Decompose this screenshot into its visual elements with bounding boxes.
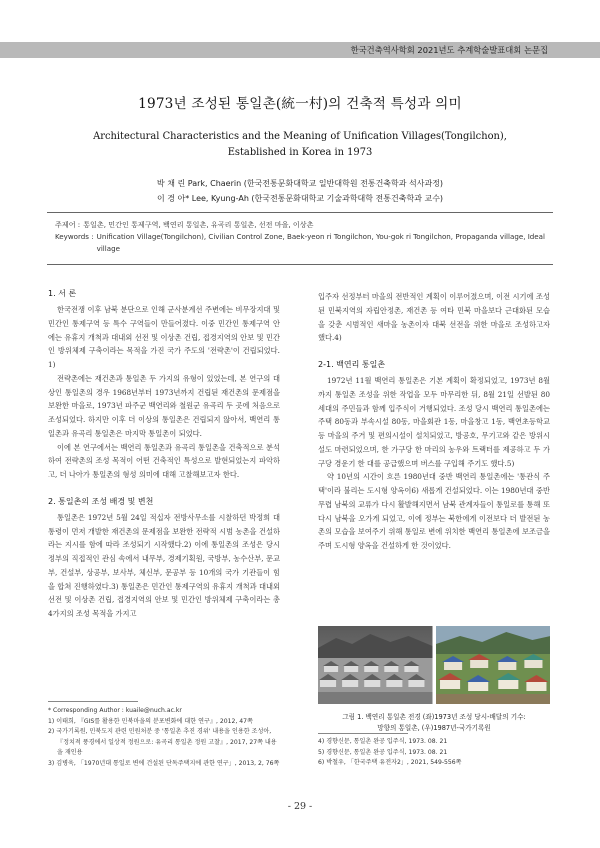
footnote-1: 1) 이태희, 『GIS를 활용한 민북마을의 분포변화에 대한 연구』, 2012, 47쪽 (48, 717, 253, 725)
section-1-heading: 1. 서 론 (48, 289, 77, 298)
figure-1 (318, 626, 550, 734)
conference-header-text: 한국건축역사학회 2021년도 추계학술발표대회 논문집 (350, 45, 548, 55)
keywords-block (55, 219, 550, 256)
title-korean: 1973년 조성된 통일촌(統一村)의 건축적 특성과 의미 (138, 96, 462, 112)
keywords-korean (55, 219, 550, 231)
footnote-2: 2) 국가기록원, 민북도지 관련 민원처분 중 '통일촌 추진 경위' 내용을 인용한 조성아, 『정치적 풍경에서 일상적 정원으로: 유곡리 통일촌 정원 고찰』, 2017, 27쪽 내용을 재인용 (48, 728, 277, 757)
footnote-5: 5) 경향신문, 통일촌 완공 입주식, 1973. 08. 21 (318, 748, 448, 756)
keywords-bottom-rule (47, 264, 553, 265)
section-2-1-paragraph-2: 약 10년의 시간이 흐른 1980년대 중반 백연리 통일촌에는 '통관식 주택'이라 불리는 도시형 양옥이6) 새롭게 건설되었다. 이는 1980년대 중반 무렵 남북의 교류가 다시 활발해지면서 남북 관계자들이 통일로를 통해 또다시 남북을 오가게 되었고, 이에 정부는 북한에게 이전보다 더 발전된 농촌의 모습을 보여주기 위해 통일로 변에 위치한 백연리 통일촌에 보조금을 주며 도시형 양옥을 건설하게 한 것이었다. (318, 472, 550, 550)
keywords-top-rule (47, 212, 553, 213)
keywords-korean-text: 통일촌, 민간인 통제구역, 백연리 통일촌, 유곡리 통일촌, 선전 마을, 이상촌 (83, 220, 314, 229)
footnotes-left (48, 706, 280, 770)
section-2-heading: 2. 통일촌의 조성 배경 및 변천 (48, 496, 154, 506)
author-list (0, 176, 600, 206)
author-2: 이 경 아* Lee, Kyung-Ah (한국전통문화대학교 기술과학대학 전통건축학과 교수) (156, 194, 444, 203)
footnote-corresponding-author: * Corresponding Author : kuaile@nuch.ac.kr (48, 707, 182, 714)
right-column (318, 290, 550, 553)
section-1-paragraph-1: 한국전쟁 이후 남북 분단으로 인해 군사분계선 주변에는 비무장지대 및 민간인 통제구역 등 특수 구역들이 만들어졌다. 이중 민간인 통제구역 안에는 유휴지 개척과 대내외 선전 및 이상촌 건립, 접경지역의 안보 및 민간인 방위체제 구축이라는 목적을 가진 국가 주도의 '전략촌'이 건립되었다.1) (48, 305, 280, 369)
footnote-4: 4) 경향신문, 통일촌 완공 입주식, 1973. 08. 21 (318, 738, 448, 745)
figure-1-photos (318, 626, 550, 704)
figure-1-caption-line-2: 망향의 통일촌, (우)1987년-국가기록원 (377, 724, 491, 732)
footnote-rule-left (48, 701, 138, 702)
section-2-continuation: 입주자 선정부터 마을의 전반적인 계획이 이루어졌으며, 이전 시기에 조성된 민북지역의 자립안정촌, 재건촌 등 여타 민북 마을보다 근대화된 모습을 갖춘 시범적인 새마을 농촌이자 대북 선전을 위한 마을로 조성하고자 했다.4) (318, 292, 550, 343)
footnote-rule-right (318, 733, 408, 734)
left-column (48, 287, 280, 621)
figure-1-caption-line-1: 그림 1. 백연리 통일촌 전경 (좌)1973년 조성 당시-배달의 기수: (342, 713, 526, 721)
conference-header (0, 42, 600, 58)
section-1-paragraph-2: 전략촌에는 재건촌과 통일촌 두 가지의 유형이 있었는데, 본 연구의 대상인 통일촌의 경우 1968년부터 1973년까지 건립된 재건촌의 문제점을 보완한 마을로, 1973년 파주군 백연리와 철원군 유곡리 두 곳에 처음으로 조성되었다. 하지만 이후 더 이상의 통일촌은 건립되지 않아서, 백연리 통일촌과 유곡리 통일촌은 마지막 통일촌이 되었다. (48, 373, 280, 438)
section-1-paragraph-3: 이에 본 연구에서는 백연리 통일촌과 유곡리 통일촌을 건축적으로 분석하여 전략촌의 조성 목적이 어떤 건축적인 특성으로 발현되었는지 파악하고, 더 나아가 통일촌의 형성 의미에 대해 고찰해보고자 한다. (48, 442, 280, 479)
keywords-korean-label: 주제어 : (55, 220, 81, 229)
figure-1-caption (318, 712, 550, 734)
author-1: 박 채 린 Park, Chaerin (한국전통문화대학교 일반대학원 전통건축학과 석사과정) (156, 179, 444, 188)
keywords-english (55, 231, 550, 255)
section-2-paragraph-1: 통일촌은 1972년 5월 24일 적십자 전방사무소를 시찰하던 박정희 대통령이 먼저 개발한 재건촌의 문제점을 보완한 전략적 시범 농촌을 건설하라는 지시를 함에 따라 조성되기 시작했다.2) 이에 통일촌의 조성은 당시 정부의 직접적인 관심 속에서 내무부, 경제기획원, 국방부, 농수산부, 문교부, 건설부, 상공부, 보사부, 체신부, 문공부 등 10개의 국가 기관들이 힘을 합쳐 진행하였다.3) 통일촌은 민간인 통제구역의 유휴지 개척과 대내외 선전 및 이상촌 건립, 접경지역의 안보 및 민간인 방위체제 구축이라는 총 4가지의 조성 목적을 가지고 (48, 512, 280, 618)
page-number: - 29 - (287, 801, 313, 812)
footnote-6: 6) 박철우, 「한국주택 유전자2」, 2021, 549-556쪽 (318, 759, 462, 767)
section-2-1-heading: 2-1. 백연리 통일촌 (318, 360, 386, 369)
footnotes-right (318, 737, 550, 769)
title-english-line-2: Established in Korea in 1973 (227, 147, 373, 158)
section-2-1-paragraph-1: 1972년 11월 백연리 통일촌은 기본 계획이 확정되었고, 1973년 8월까지 통일촌 조성을 위한 작업을 모두 마무리한 뒤, 8월 21일 선발된 80세대의 주민들과 함께 입주식이 거행되었다. 조성 당시 백연리 통일촌에는 주택 80동과 부속시설 80동, 마을회관 1동, 마을창고 1동, 백연초등학교 등 마을의 주거 및 편의시설이 설치되었고, 방공호, 무기고와 같은 방위시설도 마련되었으며, 한 가구당 한 마리의 농우와 트랙터를 제공하고 두 가구당 경운기 한 대를 공급했으며 버스를 구입해 주기도 했다.5) (318, 376, 550, 468)
figure-1-photo-1973 (318, 626, 433, 704)
title-english-line-1: Architectural Characteristics and the Meaning of Unification Villages(Tongilchon), (93, 131, 507, 142)
footnote-3: 3) 김병욱, 「1970년대 통일로 변에 건설된 단독주택지에 관한 연구」, 2013, 2, 76쪽 (48, 759, 280, 767)
keywords-english-label: Keywords : (55, 232, 94, 242)
figure-1-photo-1987 (436, 626, 551, 704)
title-english (60, 129, 540, 161)
keywords-english-text: Unification Village(Tongilchon), Civilian Control Zone, Baek-yeon ri Tongilchon, You-gok ri Tongilchon, Propaganda village, Ideal village (96, 232, 545, 254)
